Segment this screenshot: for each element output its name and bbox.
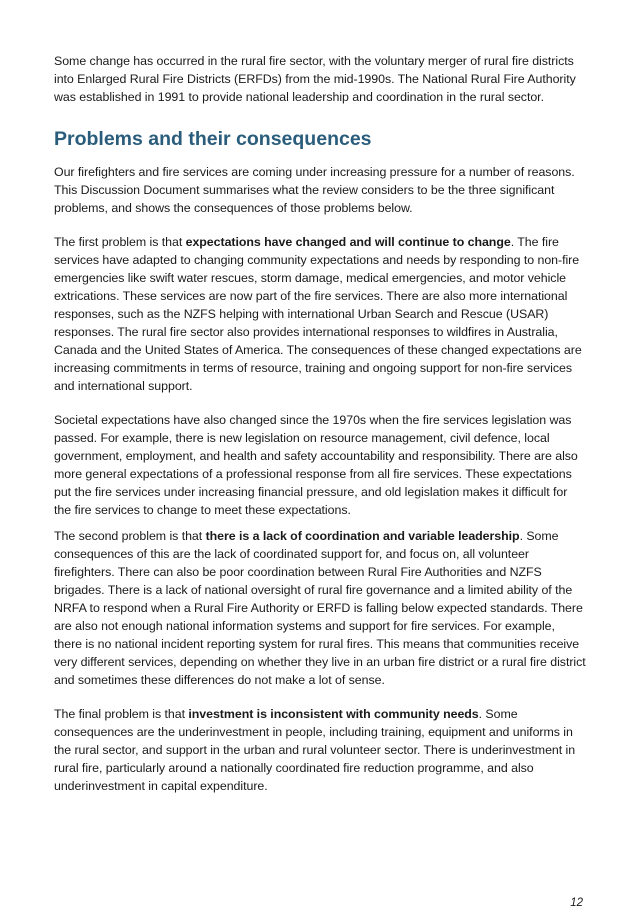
problem-three-emphasis: investment is inconsistent with community needs <box>188 707 479 721</box>
problem-one-paragraph <box>54 233 586 395</box>
page-number: 12 <box>570 897 583 909</box>
problem-three-paragraph <box>54 705 586 795</box>
problem-two-paragraph <box>54 527 586 689</box>
problem-one-emphasis: expectations have changed and will continue to change <box>185 235 511 249</box>
problem-two-body: . Some consequences of this are the lack of coordinated support for, and focus on, all volunteer firefighters. There can also be poor coordination between Rural Fire Authorities and NZFS brigades. There is a lack of national oversight of rural fire governance and a limited ability of the NRFA to respond when a Rural Fire Authority or ERFD is falling below expected standards. There are also not enough national information systems and support for fire services. For example, there is no national incident reporting system for rural fires. This means that communities receive very different services, depending on whether they live in an urban fire district or a rural fire district and sometimes these differences do not make a lot of sense. <box>54 529 586 687</box>
intro-paragraph: Some change has occurred in the rural fire sector, with the voluntary merger of rural fire districts into Enlarged Rural Fire Districts (ERFDs) from the mid-1990s. The National Rural Fire Authority was established in 1991 to provide national leadership and coordination in the rural sector. <box>54 54 576 104</box>
problem-two-emphasis: there is a lack of coordination and variable leadership <box>205 529 520 543</box>
problem-one-body: . The fire services have adapted to changing community expectations and needs by responding to non-fire emergencies like swift water rescues, storm damage, medical emergencies, and motor vehicle extrications. These services are now part of the fire services. There are also more international responses, such as the NZFS helping with international Urban Search and Rescue (USAR) responses. The rural fire sector also provides international responses to wildfires in Australia, Canada and the United States of America. The consequences of these changed expectations are increasing commitments in terms of resource, training and ongoing support for non-fire services and international support. <box>54 235 582 393</box>
problem-two-lead: The second problem is that <box>54 529 206 543</box>
section-heading: Problems and their consequences <box>54 128 372 150</box>
document-page <box>54 52 586 795</box>
overview-paragraph: Our firefighters and fire services are coming under increasing pressure for a number of reasons. This Discussion Document summarises what the review considers to be the three significant problems, and shows the consequences of those problems below. <box>54 165 575 215</box>
problem-three-lead: The final problem is that <box>54 707 189 721</box>
problem-one-lead: The first problem is that <box>54 235 186 249</box>
societal-expectations-paragraph: Societal expectations have also changed since the 1970s when the fire services legislation was passed. For example, there is new legislation on resource management, civil defence, local government, employment, and health and safety accountability and responsibility. There are also more general expectations of a professional response from all fire services. These expectations put the fire services under increasing financial pressure, and old legislation makes it difficult for the fire services to change to meet these expectations. <box>54 413 578 517</box>
problem-three-body: . Some consequences are the underinvestment in people, including training, equipment and uniforms in the rural sector, and support in the urban and rural volunteer sector. There is underinvestment in rural fire, particularly around a nationally coordinated fire reduction programme, and also underinvestment in capital expenditure. <box>54 707 576 793</box>
